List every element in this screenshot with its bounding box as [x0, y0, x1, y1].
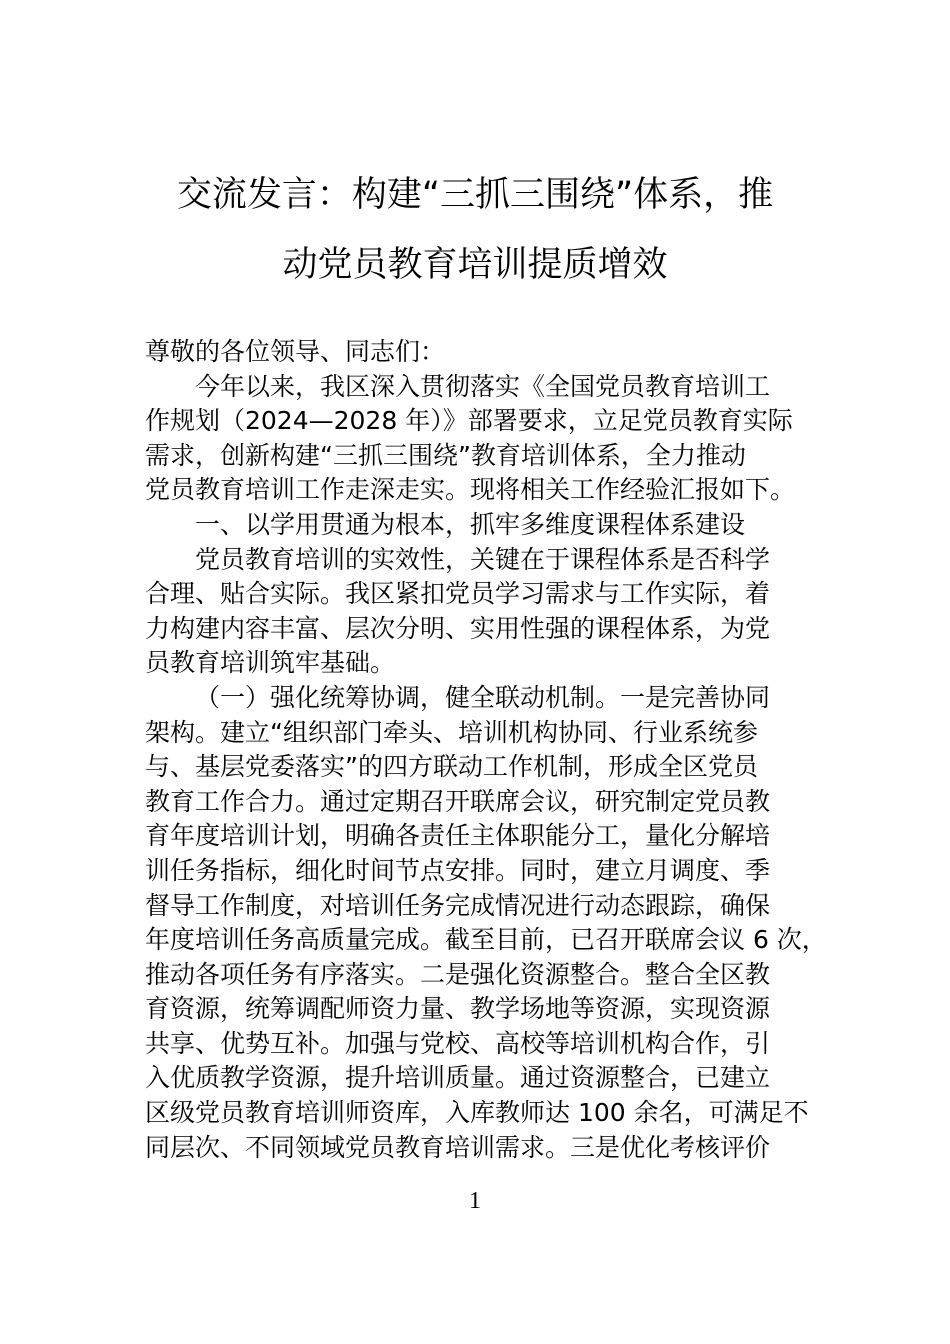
salutation: 尊敬的各位领导、同志们： [145, 337, 446, 366]
paragraph-line: 同层次、不同领域党员教育培训需求。三是优化考核评价 [145, 1132, 771, 1162]
paragraph-line: 共享、优势互补。加强与党校、高校等培训机构合作，引 [145, 1028, 771, 1058]
document-body [145, 335, 827, 1165]
paragraph-line: 推动各项任务有序落实。二是强化资源整合。整合全区教 [145, 959, 771, 989]
paragraph-line: 督导工作制度，对培训任务完成情况进行动态跟踪，确保 [145, 890, 771, 920]
title-line-1: 交流发言：构建“三抓三围绕”体系，推 [176, 175, 774, 215]
paragraph-line: 党员教育培训的实效性，关键在于课程体系是否科学 [195, 544, 771, 574]
title-line-2: 动党员教育培训提质增效 [282, 245, 668, 285]
subsection-line: （一）强化统筹协调，健全联动机制。一是完善协同 [195, 682, 771, 712]
paragraph-line: 入优质教学资源，提升培训质量。通过资源整合，已建立 [145, 1063, 771, 1093]
paragraph-line: 育年度培训计划，明确各责任主体职能分工，量化分解培 [145, 821, 771, 851]
paragraph-line: 区级党员教育培训师资库，入库教师达 100 余名，可满足不 [145, 1098, 809, 1128]
paragraph-line: 教育工作合力。通过定期召开联席会议，研究制定党员教 [145, 786, 771, 816]
page-number: 1 [469, 1188, 481, 1214]
paragraph-line: 育资源，统筹调配师资力量、教学场地等资源，实现资源 [145, 994, 771, 1024]
paragraph-line: 合理、贴合实际。我区紧扣党员学习需求与工作实际，着 [145, 579, 771, 609]
document-title [0, 160, 950, 300]
paragraph-line: 与、基层党委落实”的四方联动工作机制，形成全区党员 [145, 752, 758, 782]
paragraph-line: 今年以来，我区深入贯彻落实《全国党员教育培训工 [195, 371, 771, 401]
section-heading: 一、以学用贯通为根本，抓牢多维度课程体系建设 [195, 509, 746, 539]
paragraph-line: 年度培训任务高质量完成。截至目前，已召开联席会议 6 次， [145, 925, 827, 955]
paragraph-line: 训任务指标，细化时间节点安排。同时，建立月调度、季 [145, 855, 771, 885]
paragraph-line: 党员教育培训工作走深走实。现将相关工作经验汇报如下。 [145, 475, 796, 505]
paragraph-line: 架构。建立“组织部门牵头、培训机构协同、行业系统参 [145, 717, 758, 747]
paragraph-line: 员教育培训筑牢基础。 [145, 648, 396, 678]
paragraph-line: 需求，创新构建“三抓三围绕”教育培训体系，全力推动 [145, 440, 746, 470]
paragraph-line: 力构建内容丰富、层次分明、实用性强的课程体系，为党 [145, 613, 771, 643]
paragraph-line: 作规划（2024—2028 年）》部署要求，立足党员教育实际 [145, 406, 793, 436]
